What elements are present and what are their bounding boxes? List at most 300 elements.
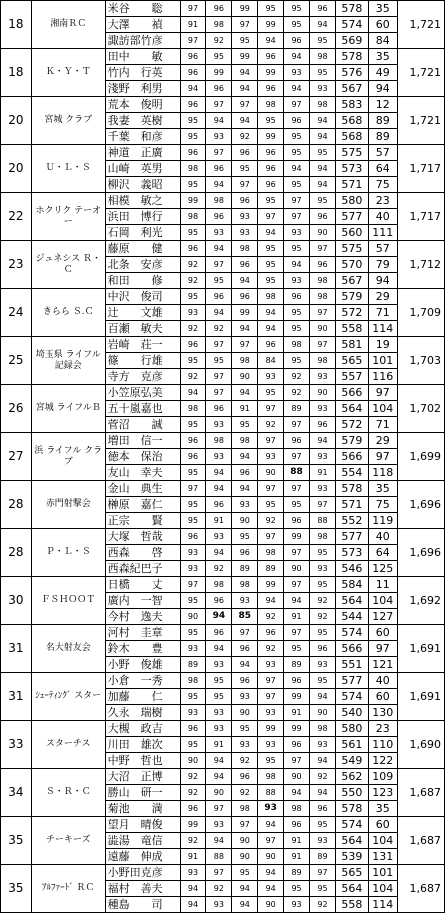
team-rank: 26 [1,385,32,433]
team-name: チーキーズ [31,817,105,865]
team-total: 1,712 [397,241,444,289]
series-score: 94 [206,465,232,481]
series-score: 99 [258,129,284,145]
series-score: 94 [258,865,284,881]
series-score: 97 [284,209,310,225]
shooter-placing: 101 [368,353,397,369]
series-score: 95 [284,241,310,257]
series-score: 96 [284,737,310,753]
team-name: ホクリク テーオー [31,193,105,241]
series-score: 98 [310,529,336,545]
series-score: 97 [180,1,206,17]
series-score: 94 [206,641,232,657]
series-score: 96 [232,289,258,305]
series-score: 97 [206,801,232,817]
series-score: 95 [180,497,206,513]
team-total: 1,690 [397,721,444,769]
series-score: 96 [284,817,310,833]
shooter-name: 和田 修 [105,273,180,289]
shooter-total: 577 [335,529,368,545]
shooter-name: 正宗 賢 [105,513,180,529]
series-score: 97 [310,337,336,353]
table-row [1,337,445,353]
series-score: 94 [310,433,336,449]
series-score: 98 [232,433,258,449]
shooter-name: 種島 司 [105,897,180,913]
series-score: 92 [310,769,336,785]
series-score: 93 [310,81,336,97]
series-score: 94 [206,833,232,849]
series-score: 93 [310,369,336,385]
shooter-total: 577 [335,209,368,225]
series-score: 97 [310,241,336,257]
series-score: 93 [206,449,232,465]
shooter-name: 大塚 哲哉 [105,529,180,545]
series-score: 99 [258,577,284,593]
series-score: 97 [206,337,232,353]
series-score: 95 [284,1,310,17]
team-rank: 35 [1,817,32,865]
shooter-total: 577 [335,673,368,689]
series-score: 93 [258,657,284,673]
table-row [1,385,445,401]
series-score: 96 [232,145,258,161]
series-score: 93 [180,305,206,321]
shooter-name: 柳沢 義昭 [105,177,180,193]
series-score: 90 [310,321,336,337]
series-score: 96 [258,177,284,193]
shooter-name: 菊池 満 [105,801,180,817]
shooter-placing: 110 [368,737,397,753]
shooter-name: 浜田 博行 [105,209,180,225]
team-total: 1,696 [397,481,444,529]
series-score: 89 [180,657,206,673]
series-score: 94 [180,897,206,913]
series-score: 99 [258,721,284,737]
series-score: 96 [284,673,310,689]
series-score: 97 [232,17,258,33]
series-score: 93 [180,865,206,881]
series-score: 93 [310,401,336,417]
series-score: 93 [258,705,284,721]
shooter-total: 578 [335,49,368,65]
series-score: 96 [206,289,232,305]
series-score: 97 [206,257,232,273]
series-score: 96 [232,641,258,657]
series-score: 94 [310,177,336,193]
table-row [1,577,445,593]
team-name: ＦＳＨＯＯＴ [31,577,105,625]
team-name: Ｋ・Ｙ・Ｔ [31,49,105,97]
series-score: 98 [258,769,284,785]
series-score: 88 [284,465,310,481]
shooter-placing: 35 [368,49,397,65]
series-score: 98 [310,721,336,737]
series-score: 94 [284,593,310,609]
series-score: 95 [232,529,258,545]
series-score: 92 [310,897,336,913]
series-score: 93 [180,561,206,577]
series-score: 94 [310,161,336,177]
shooter-total: 544 [335,609,368,625]
series-score: 98 [284,337,310,353]
series-score: 92 [258,641,284,657]
series-score: 95 [310,193,336,209]
team-total: 1,721 [397,97,444,145]
shooter-name: 篠 行雄 [105,353,180,369]
shooter-name: 藤原 健 [105,241,180,257]
shooter-name: 石岡 利光 [105,225,180,241]
shooter-total: 570 [335,257,368,273]
series-score: 96 [206,81,232,97]
series-score: 94 [232,65,258,81]
series-score: 94 [206,481,232,497]
series-score: 88 [206,849,232,865]
series-score: 94 [284,49,310,65]
series-score: 95 [258,113,284,129]
shooter-total: 569 [335,33,368,49]
series-score: 93 [310,657,336,673]
series-score: 89 [284,865,310,881]
shooter-total: 564 [335,881,368,897]
team-total: 1,721 [397,49,444,97]
shooter-total: 565 [335,353,368,369]
series-score: 92 [310,609,336,625]
series-score: 95 [284,305,310,321]
shooter-total: 554 [335,465,368,481]
table-row [1,769,445,785]
series-score: 93 [206,705,232,721]
shooter-total: 558 [335,897,368,913]
series-score: 89 [258,561,284,577]
series-score: 90 [180,609,206,625]
team-name: 赤門射撃会 [31,481,105,529]
series-score: 96 [180,529,206,545]
series-score: 98 [232,353,258,369]
team-rank: 33 [1,721,32,769]
series-score: 95 [206,689,232,705]
shooter-name: 米谷 聡 [105,1,180,17]
shooter-total: 573 [335,545,368,561]
shooter-placing: 114 [368,897,397,913]
shooter-placing: 94 [368,273,397,289]
series-score: 93 [284,897,310,913]
shooter-total: 540 [335,705,368,721]
series-score: 97 [284,753,310,769]
series-score: 95 [180,417,206,433]
series-score: 98 [310,289,336,305]
shooter-name: 岩崎 荘一 [105,337,180,353]
series-score: 93 [284,225,310,241]
series-score: 96 [310,641,336,657]
shooter-name: 北条 安彦 [105,257,180,273]
series-score: 95 [258,257,284,273]
team-total: 1,721 [397,1,444,49]
team-rank: 31 [1,625,32,673]
series-score: 97 [310,865,336,881]
shooter-total: 551 [335,657,368,673]
series-score: 96 [284,433,310,449]
series-score: 97 [258,401,284,417]
series-score: 95 [180,593,206,609]
series-score: 95 [232,865,258,881]
series-score: 94 [258,593,284,609]
series-score: 94 [180,81,206,97]
series-score: 94 [206,113,232,129]
shooter-placing: 64 [368,545,397,561]
series-score: 96 [180,241,206,257]
series-score: 97 [232,337,258,353]
shooter-total: 583 [335,97,368,113]
series-score: 92 [180,273,206,289]
shooter-name: 大槻 政吉 [105,721,180,737]
series-score: 96 [310,417,336,433]
series-score: 92 [180,833,206,849]
series-score: 96 [258,49,284,65]
series-score: 91 [206,513,232,529]
shooter-placing: 60 [368,689,397,705]
series-score: 90 [232,849,258,865]
series-score: 95 [284,145,310,161]
team-rank: 25 [1,337,32,385]
series-score: 96 [232,193,258,209]
series-score: 94 [232,897,258,913]
series-score: 96 [284,33,310,49]
series-score: 96 [180,721,206,737]
table-row [1,673,445,689]
shooter-placing: 75 [368,497,397,513]
series-score: 97 [206,145,232,161]
shooter-name: 神道 正廣 [105,145,180,161]
team-rank: 18 [1,1,32,49]
series-score: 93 [206,657,232,673]
shooter-placing: 89 [368,113,397,129]
series-score: 98 [206,577,232,593]
team-name: Ｓ・Ｒ・Ｃ [31,769,105,817]
series-score: 94 [258,305,284,321]
series-score: 93 [180,705,206,721]
series-score: 95 [180,689,206,705]
shooter-name: 菅沼 誠 [105,417,180,433]
series-score: 93 [232,737,258,753]
series-score: 95 [206,49,232,65]
series-score: 93 [232,497,258,513]
shooter-total: 578 [335,1,368,17]
shooter-total: 574 [335,689,368,705]
shooter-name: 川田 雄次 [105,737,180,753]
series-score: 94 [232,449,258,465]
series-score: 97 [206,97,232,113]
shooter-name: 淺野 利男 [105,81,180,97]
table-row [1,817,445,833]
shooter-name: 榊原 嘉仁 [105,497,180,513]
series-score: 90 [284,561,310,577]
series-score: 96 [310,801,336,817]
series-score: 97 [258,673,284,689]
series-score: 98 [232,801,258,817]
shooter-name: 友山 幸夫 [105,465,180,481]
series-score: 99 [232,49,258,65]
team-total: 1,696 [397,529,444,577]
shooter-placing: 109 [368,769,397,785]
shooter-placing: 130 [368,705,397,721]
shooter-placing: 75 [368,177,397,193]
series-score: 95 [258,193,284,209]
series-score: 94 [232,113,258,129]
series-score: 98 [258,289,284,305]
team-name: 湘南ＲＣ [31,1,105,49]
shooter-name: 加藤 仁 [105,689,180,705]
team-total: 1,709 [397,289,444,337]
series-score: 93 [258,449,284,465]
shooter-placing: 125 [368,561,397,577]
team-rank: 20 [1,97,32,145]
shooter-name: 久永 瑞樹 [105,705,180,721]
shooter-placing: 60 [368,625,397,641]
shooter-name: 寺方 克彦 [105,369,180,385]
series-score: 95 [310,673,336,689]
series-score: 95 [310,545,336,561]
series-score: 95 [310,65,336,81]
shooter-name: 日橋 丈 [105,577,180,593]
series-score: 94 [258,881,284,897]
series-score: 92 [310,593,336,609]
series-score: 95 [284,17,310,33]
series-score: 92 [180,257,206,273]
series-score: 93 [232,209,258,225]
series-score: 93 [206,721,232,737]
shooter-total: 564 [335,401,368,417]
shooter-placing: 71 [368,417,397,433]
team-total: 1,692 [397,577,444,625]
team-name: 浜 ライフル クラブ [31,433,105,481]
team-name: スターチス [31,721,105,769]
shooter-name: 田中 敏 [105,49,180,65]
shooter-placing: 104 [368,593,397,609]
series-score: 90 [232,705,258,721]
shooter-total: 574 [335,17,368,33]
shooter-placing: 97 [368,449,397,465]
series-score: 97 [258,689,284,705]
series-score: 95 [310,577,336,593]
series-score: 96 [206,161,232,177]
shooter-placing: 49 [368,65,397,81]
series-score: 95 [258,497,284,513]
series-score: 96 [180,337,206,353]
series-score: 96 [258,161,284,177]
shooter-placing: 60 [368,17,397,33]
series-score: 95 [232,721,258,737]
shooter-name: 小倉 一秀 [105,673,180,689]
series-score: 92 [180,769,206,785]
series-score: 92 [206,321,232,337]
series-score: 84 [258,353,284,369]
series-score: 95 [310,145,336,161]
shooter-placing: 97 [368,385,397,401]
shooter-total: 564 [335,833,368,849]
shooter-total: 549 [335,753,368,769]
series-score: 96 [232,769,258,785]
series-score: 97 [180,577,206,593]
team-name: ｱﾙﾌｧｰﾄﾞ ＲＣ [31,865,105,913]
series-score: 98 [206,193,232,209]
series-score: 95 [284,881,310,897]
series-score: 92 [180,785,206,801]
shooter-placing: 104 [368,881,397,897]
series-score: 95 [258,753,284,769]
shooter-name: 鈴木 豊 [105,641,180,657]
table-row [1,529,445,545]
shooter-total: 580 [335,721,368,737]
series-score: 94 [258,33,284,49]
table-row [1,481,445,497]
table-row [1,865,445,881]
series-score: 98 [206,17,232,33]
team-rank: 24 [1,289,32,337]
series-score: 95 [206,273,232,289]
series-score: 97 [232,97,258,113]
shooter-placing: 127 [368,609,397,625]
shooter-total: 572 [335,417,368,433]
shooter-total: 558 [335,321,368,337]
series-score: 96 [180,97,206,113]
shooter-placing: 64 [368,161,397,177]
shooter-total: 562 [335,769,368,785]
series-score: 95 [206,353,232,369]
shooter-total: 560 [335,225,368,241]
team-rank: 34 [1,769,32,817]
series-score: 93 [206,817,232,833]
table-row [1,193,445,209]
series-score: 93 [310,561,336,577]
series-score: 94 [258,225,284,241]
shooter-name: 荒本 俊明 [105,97,180,113]
shooter-placing: 122 [368,753,397,769]
series-score: 94 [232,657,258,673]
shooter-placing: 29 [368,289,397,305]
series-score: 99 [232,305,258,321]
series-score: 95 [180,465,206,481]
series-score: 98 [180,209,206,225]
series-score: 91 [310,465,336,481]
shooter-total: 565 [335,865,368,881]
series-score: 97 [206,865,232,881]
shooter-total: 566 [335,385,368,401]
shooter-name: 竹内 行英 [105,65,180,81]
shooter-name: 山崎 英男 [105,161,180,177]
shooter-total: 579 [335,289,368,305]
shooter-placing: 116 [368,369,397,385]
series-score: 94 [310,17,336,33]
series-score: 95 [284,321,310,337]
shooter-name: 勝山 研一 [105,785,180,801]
table-row [1,97,445,113]
series-score: 97 [310,497,336,513]
series-score: 91 [206,737,232,753]
series-score: 97 [180,33,206,49]
shooter-name: 相模 敏之 [105,193,180,209]
series-score: 89 [310,849,336,865]
team-total: 1,702 [397,385,444,433]
series-score: 94 [206,241,232,257]
shooter-total: 552 [335,513,368,529]
shooter-total: 575 [335,145,368,161]
series-score: 94 [310,129,336,145]
series-score: 96 [180,65,206,81]
team-total: 1,687 [397,865,444,913]
series-score: 95 [180,177,206,193]
shooter-total: 568 [335,129,368,145]
